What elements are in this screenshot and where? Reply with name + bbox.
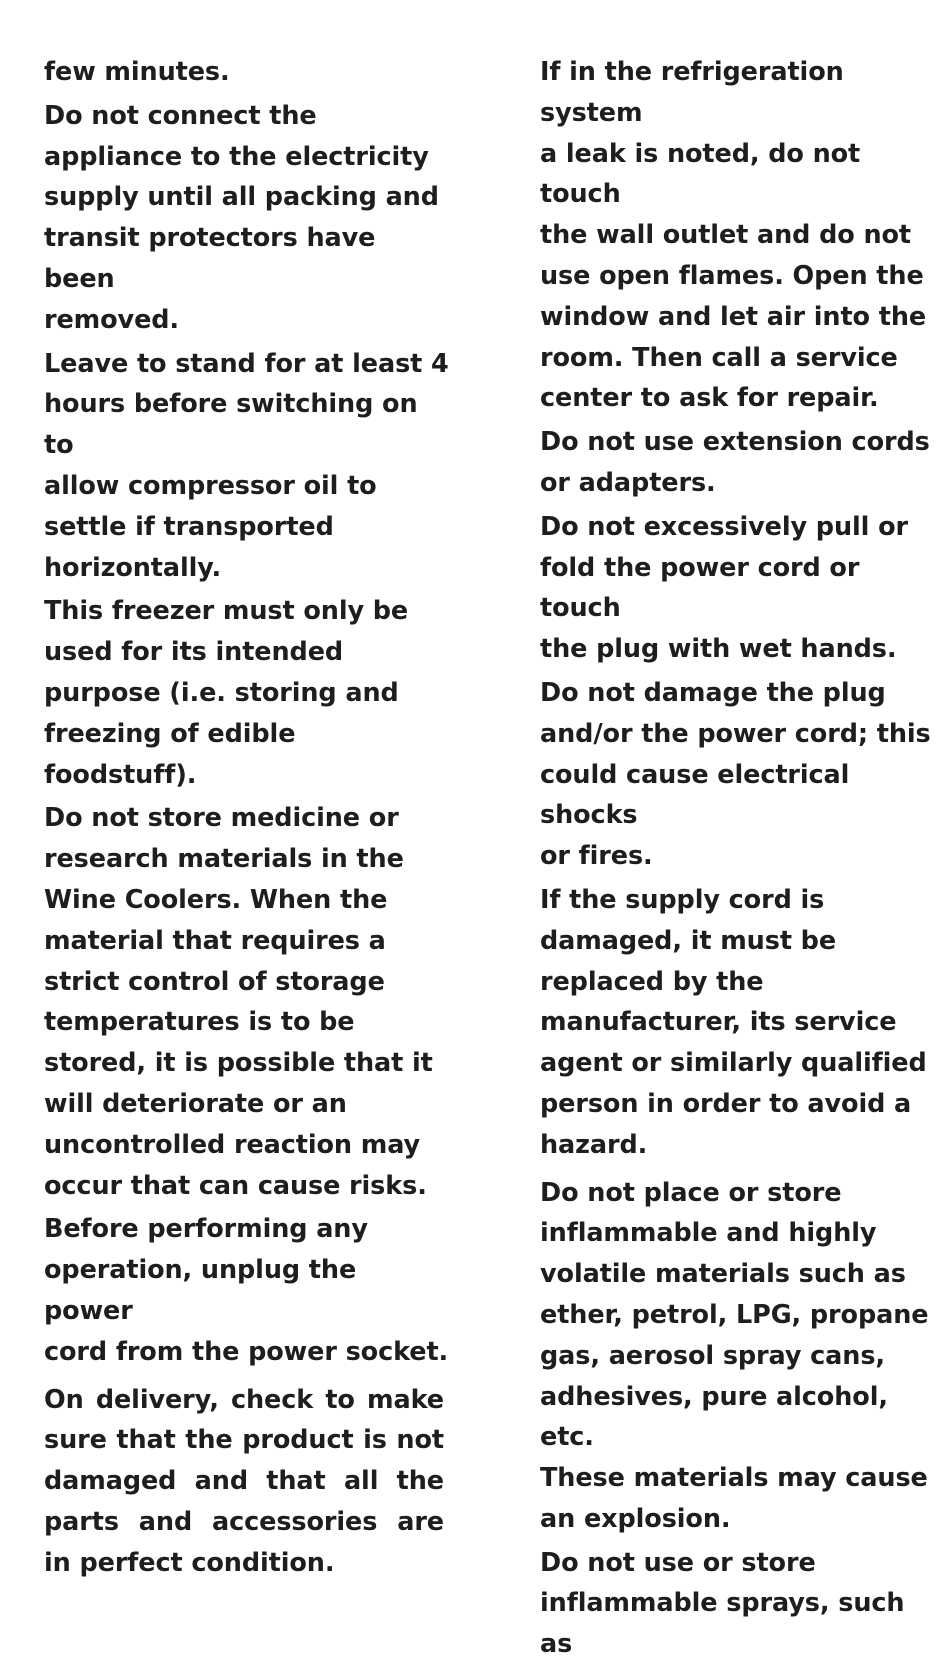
paragraph-extension-cords: Do not use extension cords or adapters.: [540, 427, 930, 498]
paragraph-supply-cord: If the supply cord is damaged, it must be replaced by the manufacturer, its service agent or similarly qualified person in order to avoid a hazard.: [540, 884, 927, 1160]
paragraph-inflammable-materials: Do not place or store inflammable and highly volatile materials such as ether, petrol, LPG, propane gas, aerosol spray cans, adhesives, pure alcohol, etc. These materials may cause an explosion.: [540, 1177, 929, 1534]
paragraph-medicine-storage: Do not store medicine or research materials in the Wine Coolers. When the material that requires a strict control of storage temperatures is to be stored, it is possible that it will deteriorate or an uncontrolled reaction may occur that can cause risks.: [44, 803, 433, 1201]
paragraph-refrigerant-leak: If in the refrigeration system a leak is noted, do not touch the wall outlet and do not use open flames. Open the window and let air into the room. Then call a service center to ask for repair.: [540, 57, 927, 414]
paragraph-packing-removal: Do not connect the appliance to the electricity supply until all packing and transit protectors have been removed.: [44, 100, 439, 335]
paragraph-damage-plug: Do not damage the plug and/or the power cord; this could cause electrical shocks or fires.: [540, 677, 931, 872]
paragraph-delivery-check: On delivery, check to make sure that the product is not damaged and that all the parts and accessories are in perfect condition.: [44, 1384, 444, 1578]
paragraph-inflammable-sprays: Do not use or store inflammable sprays, such as: [540, 1547, 905, 1660]
paragraph-few-minutes: few minutes.: [44, 57, 230, 87]
paragraph-pull-cord: Do not excessively pull or fold the power cord or touch the plug with wet hands.: [540, 511, 908, 665]
paragraph-stand-time: Leave to stand for at least 4 hours before switching on to allow compressor oil to settle if transported horizontally.: [44, 348, 449, 583]
right-column: [540, 52, 944, 1668]
paragraph-intended-purpose: This freezer must only be used for its intended purpose (i.e. storing and freezing of edible foodstuff).: [44, 596, 409, 790]
paragraph-unplug: Before performing any operation, unplug the power cord from the power socket.: [44, 1214, 449, 1367]
left-column: [44, 52, 452, 1586]
